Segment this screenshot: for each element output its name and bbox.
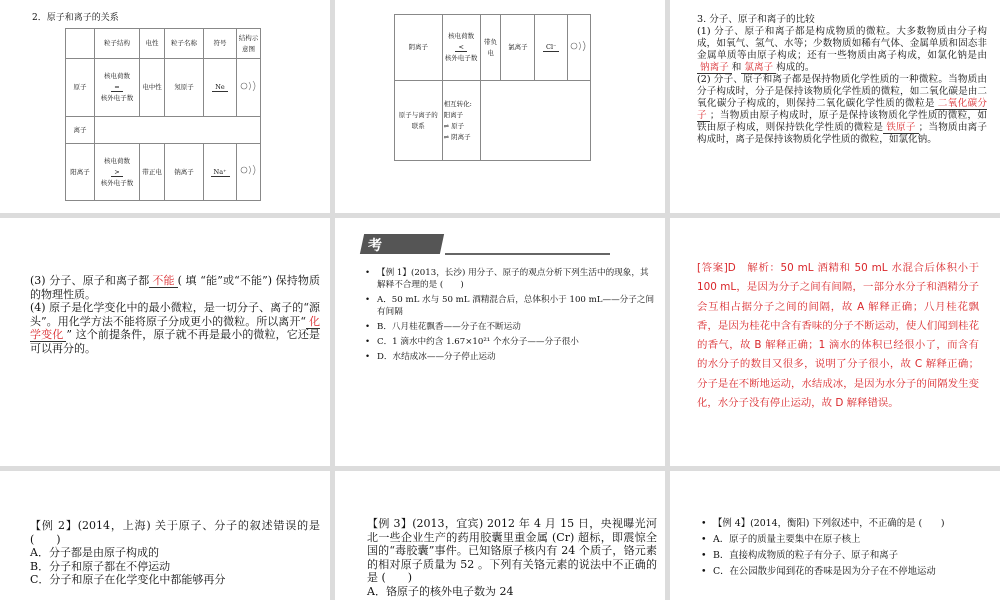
slide-7[interactable] <box>0 471 330 600</box>
cation-structure: 核电荷数 > 核外电子数 <box>95 144 140 201</box>
slide-1[interactable] <box>0 0 330 213</box>
answer-co2-molecule: 二氧化碳分子 <box>697 98 988 121</box>
ion-row-empty <box>95 117 261 144</box>
header-diagram: 结构示意图 <box>237 29 261 59</box>
chloride-ion-structure-diagram <box>568 15 591 81</box>
example-1-list <box>363 267 655 366</box>
slide-4[interactable] <box>0 218 330 466</box>
atom-name: 氖原子 <box>165 59 204 117</box>
slide-8[interactable] <box>335 471 665 600</box>
row-label-cation: 阳离子 <box>66 144 95 201</box>
slide-3[interactable] <box>670 0 1000 213</box>
relation-content: 相互转化: 阳离子 ⇌ 原子 ⇌ 阴离子 <box>442 81 480 161</box>
answer-chloride-ion: 氯离子 <box>741 62 776 74</box>
neon-structure-diagram <box>237 59 261 117</box>
example-3-question: 【例 3】(2013，宜宾) 2012 年 4 月 15 日，央视曝光河北一些企业生产的药用胶囊里重金属 (Cr) 超标，即震惊全国的“毒胶囊”事件。已知铬原子核内有 24 个质子，铬元素的相对原子质量为 52 。下列有关铬元素的说法中不正确的是 ( ) <box>367 517 657 584</box>
section-heading: 2．原子和离子的关系 <box>32 13 119 23</box>
slide-5[interactable]: 考例精选 • 【例 1】(2013，长沙) 用分子、原子的观点分析下列生活中的现象，其解释不合理的是 ( ) • A．50 mL 水与 50 mL 酒精混合后，总体积小于 100 mL——分子之间有间隔 • B．八月桂花飘香——分子在不断运动 • C．1 滴水中约含 1.67×10²¹ 个水分子——分子很小 • D．水结成冰——分子停止运动 <box>335 218 665 466</box>
anion-charge: 带负电 <box>480 15 501 81</box>
cation-symbol: Na⁺ <box>204 144 237 201</box>
slide-6[interactable] <box>670 218 1000 466</box>
example-2-option-a: A．分子都是由原子构成的 <box>30 546 159 559</box>
badge-underline <box>445 253 610 255</box>
example-1-option-d: • D．水结成冰——分子停止运动 <box>363 351 655 363</box>
example-1-option-c: • C．1 滴水中约含 1.67×10²¹ 个水分子——分子很小 <box>363 336 655 348</box>
atom-charge: 电中性 <box>140 59 165 117</box>
example-4-option-a: • A．原子的质量主要集中在原子核上 <box>699 533 989 546</box>
header-name: 粒子名称 <box>165 29 204 59</box>
row-label-ion: 离子 <box>66 117 95 144</box>
answer-iron-atom: 铁原子 <box>883 122 918 134</box>
example-1-option-a: • A．50 mL 水与 50 mL 酒精混合后，总体积小于 100 mL——分子之间有间隔 <box>363 294 655 318</box>
answer-sodium-ion: 钠离子 <box>697 62 732 74</box>
point-4: (4) 原子是化学变化中的最小微粒，是一切分子、离子的“源头”。用化学方法不能将原子分成更小的微粒。所以离开“ 化学变化 ” 这个前提条件，原子就不再是最小的微粒，它还是可以再分的。 <box>30 301 321 355</box>
anion-structure: 核电荷数 < 核外电子数 <box>442 15 480 81</box>
anion-symbol: Cl⁻ <box>535 15 568 81</box>
example-2-option-c: C．分子和原子在化学变化中都能够再分 <box>30 573 226 586</box>
sodium-ion-structure-diagram <box>237 144 261 201</box>
atom-ion-table <box>65 28 261 201</box>
header-structure: 粒子结构 <box>95 29 140 59</box>
example-2-question: 【例 2】(2014，上海) 关于原子、分子的叙述错误的是 ( ) <box>30 519 320 546</box>
comparison-point-2: (2) 分子、原子和离子都是保持物质化学性质的一种微粒。当物质由分子构成时，分子是保持该物质化学性质的微粒，如二氧化碳是由二氧化碳分子构成的，则保持二氧化碳化学性质的微粒是 二氧化碳分子 ；当物质由原子构成时，原子是保持该物质化学性质的微粒，如铁由原子构成，则保持铁化学性质的微粒是 铁原子 ；当物质由离子构成时，离子是保持该物质化学性质的微粒，如氯化钠。 <box>697 74 988 145</box>
example-4-option-c: • C．在公园散步闻到花的香味是因为分子在不停地运动 <box>699 565 989 578</box>
comparison-title: 3. 分子、原子和离子的比较 <box>697 14 815 25</box>
row-label-anion: 阴离子 <box>395 15 443 81</box>
answer-chemical-change: 化学变化 <box>30 314 320 341</box>
example-4-question: • 【例 4】(2014，衡阳) 下列叙述中，不正确的是 ( ) <box>699 517 989 530</box>
header-charge: 电性 <box>140 29 165 59</box>
relation-empty <box>480 81 590 161</box>
header-symbol: 符号 <box>204 29 237 59</box>
cation-charge: 带正电 <box>140 144 165 201</box>
ion-relation-table <box>394 14 591 161</box>
row-label-atom: 原子 <box>66 59 95 117</box>
example-4-list <box>699 517 989 581</box>
example-1-option-b: • B．八月桂花飘香——分子在不断运动 <box>363 321 655 333</box>
atom-symbol: Ne <box>204 59 237 117</box>
comparison-point-1: (1) 分子、原子和离子都是构成物质的微粒。大多数物质由分子构成，如氧气、氢气、水等；少数物质如稀有气体、金属单质和固态非金属单质等由原子构成；还有一些物质由离子构成，如氯化钠是由钠离子 和 氯离子 构成的。 <box>697 26 987 73</box>
answer-cannot: 不能 <box>149 274 177 288</box>
anion-name: 氯离子 <box>501 15 535 81</box>
slide-9[interactable] <box>670 471 1000 600</box>
example-1-question: • 【例 1】(2013，长沙) 用分子、原子的观点分析下列生活中的现象，其解释不合理的是 ( ) <box>363 267 655 291</box>
cation-name: 钠离子 <box>165 144 204 201</box>
example-3-option-a: A．铬原子的核外电子数为 24 <box>367 584 514 598</box>
comparison-text <box>697 14 987 146</box>
example-2-option-b: B．分子和原子都在不停运动 <box>30 559 171 573</box>
corner-cell <box>66 29 95 59</box>
slide-2[interactable] <box>335 0 665 213</box>
point-3: (3) 分子、原子和离子都 不能 ( 填 “能”或“不能”) 保持物质的物理性质。 <box>30 274 321 301</box>
atom-structure: 核电荷数 = 核外电子数 <box>95 59 140 117</box>
example-1-answer: [答案]D 解析：50 mL 酒精和 50 mL 水混合后体积小于 100 mL，是因为分子之间有间隔，一部分水分子和酒精分子会互相占据分子之间的间隔，故 A 解释正确；八月桂花飘香，是因为桂花中含有香味的分子不断运动，使人们闻到桂花的香气，故 B 解释正确；1 滴水的体积已经很小了，而含有的水分子的数目又很多，说明了分子很小，故 C 解释正确；分子是在不断地运动，水结成冰，是因为水分子的间隔发生变化，水分子没有停止运动，故 D 解释错误。 <box>697 262 979 410</box>
example-4-option-b: • B．直接构成物质的粒子有分子、原子和离子 <box>699 549 989 562</box>
row-label-relation: 原子与离子的联系 <box>395 81 443 161</box>
